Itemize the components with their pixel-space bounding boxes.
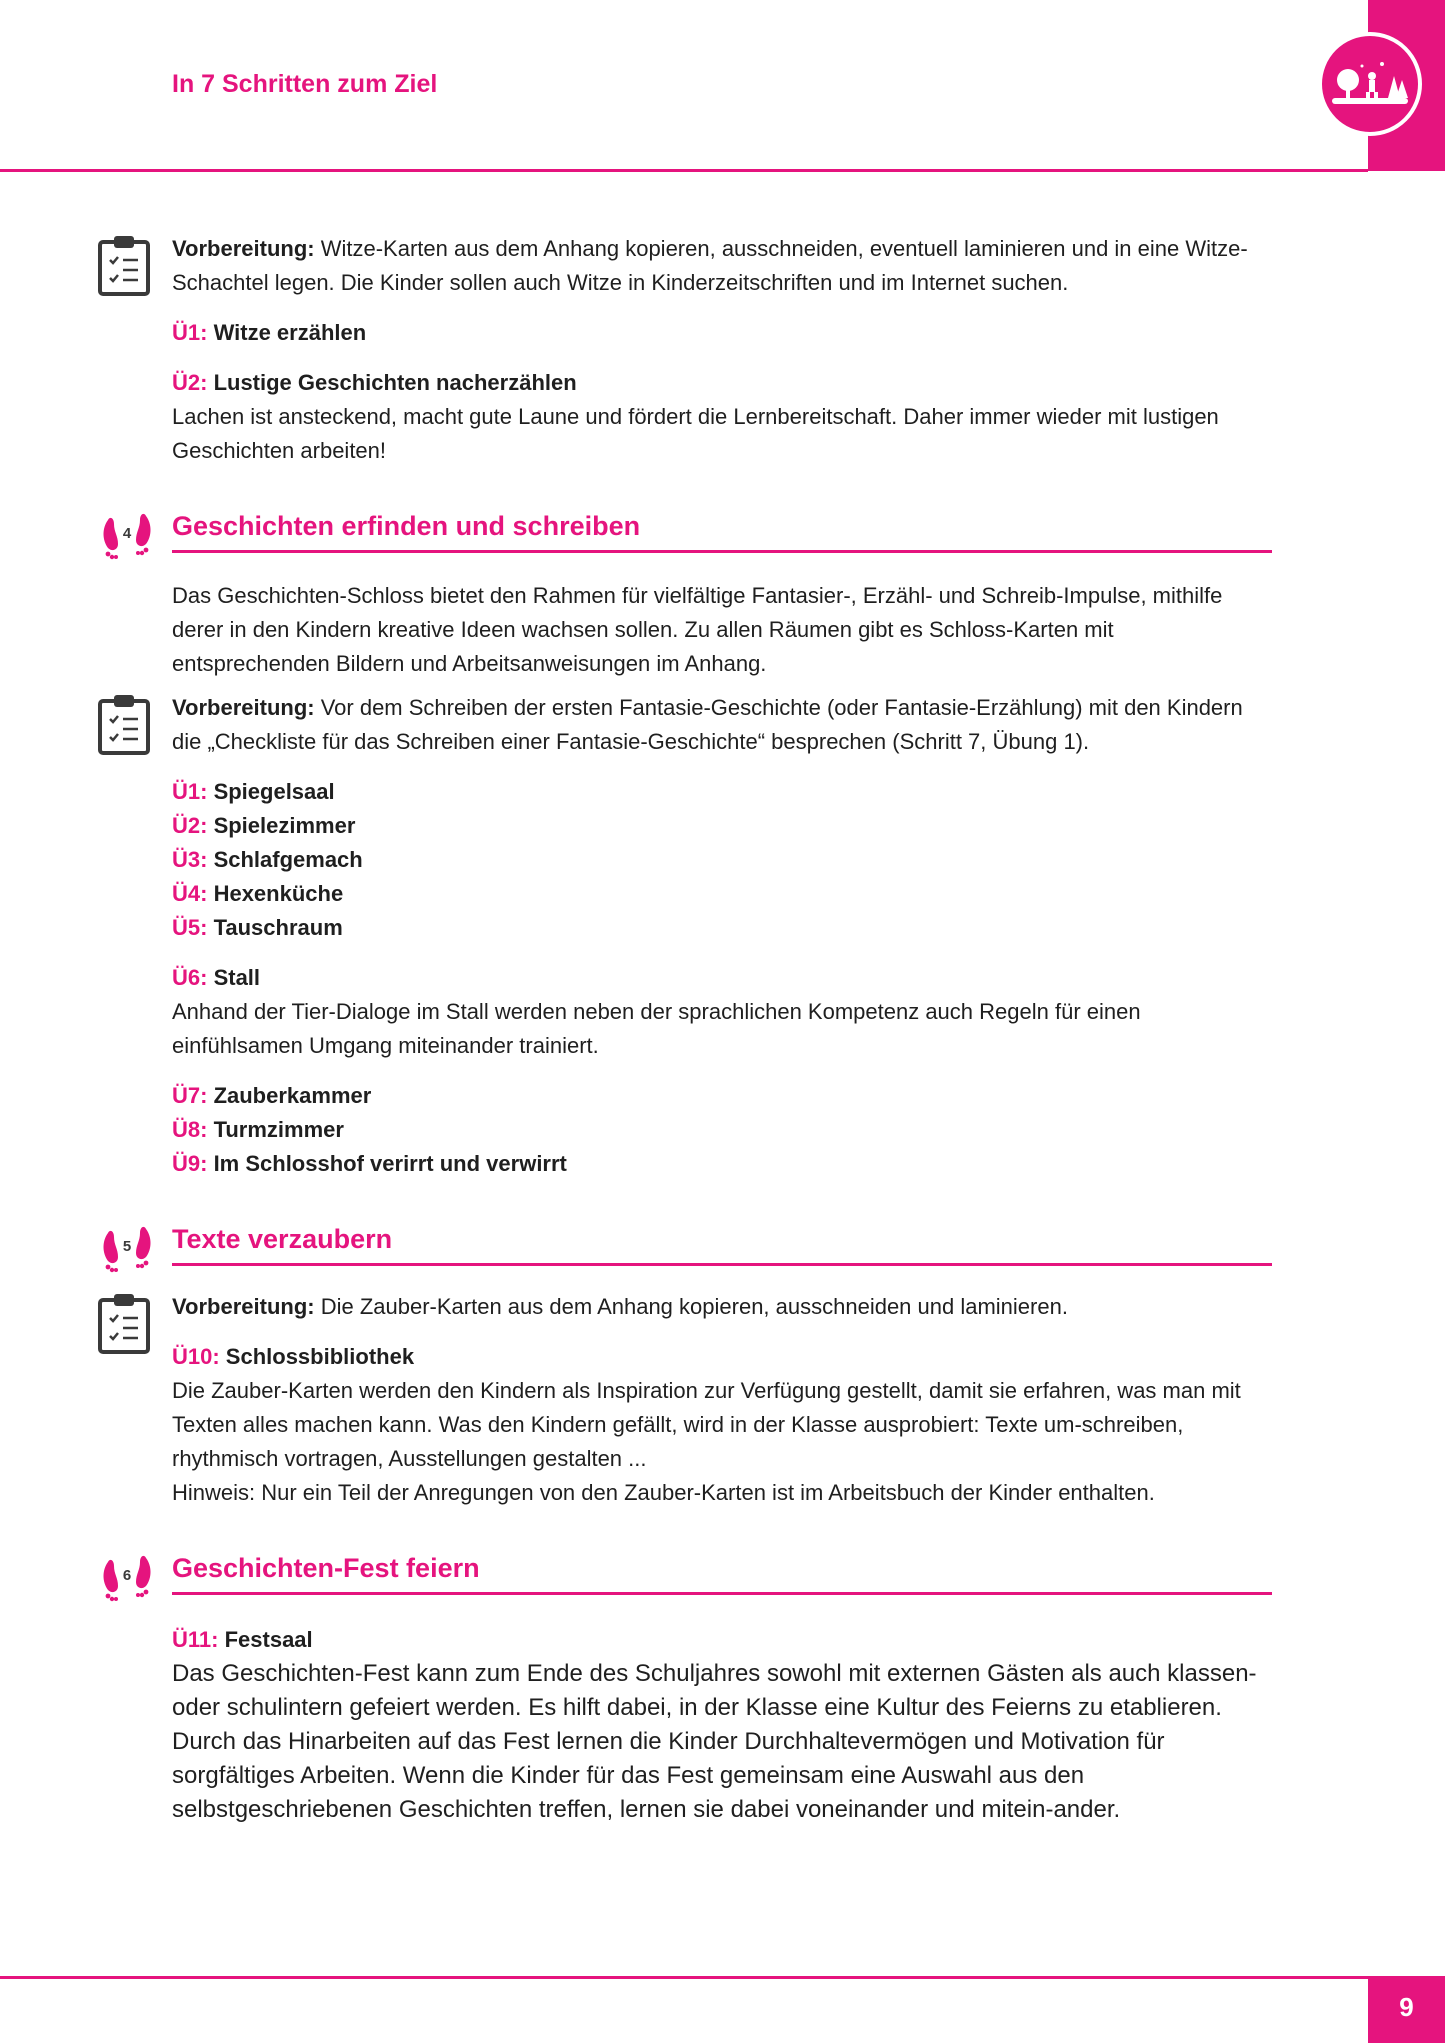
exercise-title: Schlossbibliothek <box>219 1344 415 1369</box>
exercise-title: Schlafgemach <box>207 847 363 872</box>
preparation-body: Witze-Karten aus dem Anhang kopieren, ausschneiden, eventuell laminieren und in eine Witze-Schachtel legen. Die Kinder sollen auch Witze in Kinderzeitschriften und im Internet suchen. <box>172 236 1248 295</box>
preparation-block <box>172 232 1272 300</box>
hint-text: Hinweis: Nur ein Teil der Anregungen von den Zauber-Karten ist im Arbeitsbuch der Kinder enthalten. <box>172 1480 1155 1505</box>
preparation-text <box>172 691 1272 759</box>
exercise-label: Ü10: <box>172 1344 220 1369</box>
preparation-label: Vorbereitung: <box>172 1294 315 1319</box>
exercise-title: Stall <box>207 965 261 990</box>
step-number: 4 <box>122 525 132 542</box>
exercise-description: Anhand der Tier-Dialoge im Stall werden neben der sprachlichen Kompetenz auch Regeln für einen einfühlsamen Umgang miteinander trainiert. <box>172 999 1141 1058</box>
header-rule <box>0 169 1368 172</box>
exercise-item <box>172 877 1272 911</box>
exercise-label: Ü2: <box>172 813 208 838</box>
footprints-icon <box>100 510 154 562</box>
section-title: Geschichten erfinden und schreiben <box>172 506 1272 553</box>
preparation-body: Vor dem Schreiben der ersten Fantasie-Geschichte (oder Fantasie-Erzählung) mit den Kindern die „Checkliste für das Schreiben einer Fantasie-Geschichte“ besprechen (Schritt 7, Übung 1). <box>172 695 1243 754</box>
footprints-icon <box>100 1552 154 1604</box>
exercise-label: Ü1: <box>172 779 208 804</box>
section-step-6 <box>122 1548 1272 1595</box>
section-step-4 <box>122 506 1272 553</box>
exercise-title: Hexenküche <box>207 881 344 906</box>
main-content <box>122 232 1272 1827</box>
exercise-label: Ü2: <box>172 370 208 395</box>
preparation-text <box>172 232 1272 300</box>
preparation-label: Vorbereitung: <box>172 236 315 261</box>
preparation-block <box>172 691 1272 759</box>
exercise-u6 <box>172 961 1272 995</box>
preparation-body: Die Zauber-Karten aus dem Anhang kopieren, ausschneiden und laminieren. <box>314 1294 1068 1319</box>
castle-landscape-logo-icon <box>1318 32 1422 136</box>
exercise-item <box>172 1113 1272 1147</box>
clipboard-checklist-icon <box>98 1292 150 1354</box>
footer-rule <box>0 1976 1368 1979</box>
exercise-u2 <box>172 366 1272 400</box>
exercise-description: Das Geschichten-Fest kann zum Ende des Schuljahres sowohl mit externen Gästen als auch klassen- oder schulintern gefeiert werden. Es hilft dabei, in der Klasse eine Kultur des Feierns zu etablieren. Durch das Hinarbeiten auf das Fest lernen die Kinder Durchhaltevermögen und Motivation für sorgfältiges Arbeiten. Wenn die Kinder für das Fest gemeinsam eine Auswahl aus den selbstgeschriebenen Geschichten treffen, lernen sie dabei voneinander und mitein-ander. <box>172 1660 1257 1823</box>
section-intro: Das Geschichten-Schloss bietet den Rahmen für vielfältige Fantasier-, Erzähl- und Schreib-Impulse, mithilfe derer in den Kindern kreative Ideen wachsen sollen. Zu allen Räumen gibt es Schloss-Karten mit entsprechenden Bildern und Arbeitsanweisungen im Anhang. <box>172 583 1223 676</box>
exercise-title: Zauberkammer <box>207 1083 372 1108</box>
exercise-title: Festsaal <box>218 1627 313 1652</box>
page-number: 9 <box>1399 1992 1414 2022</box>
exercise-item <box>172 911 1272 945</box>
exercise-title: Witze erzählen <box>207 320 367 345</box>
section-step-5 <box>122 1219 1272 1266</box>
exercise-label: Ü3: <box>172 847 208 872</box>
exercise-item <box>172 843 1272 877</box>
exercise-label: Ü11: <box>172 1627 219 1652</box>
step-number: 6 <box>122 1567 132 1584</box>
step-number: 5 <box>122 1238 132 1255</box>
exercise-title: Turmzimmer <box>207 1117 344 1142</box>
exercise-u11 <box>172 1623 1272 1657</box>
exercise-label: Ü1: <box>172 320 208 345</box>
exercise-title: Spiegelsaal <box>207 779 335 804</box>
exercise-title: Im Schlosshof verirrt und verwirrt <box>207 1151 567 1176</box>
exercise-u1 <box>172 316 1272 350</box>
exercise-item <box>172 1079 1272 1113</box>
preparation-label: Vorbereitung: <box>172 695 315 720</box>
footprints-icon <box>100 1223 154 1275</box>
exercise-label: Ü4: <box>172 881 208 906</box>
exercise-title: Tauschraum <box>207 915 343 940</box>
exercise-label: Ü7: <box>172 1083 208 1108</box>
exercise-label: Ü8: <box>172 1117 208 1142</box>
exercise-item <box>172 1147 1272 1181</box>
preparation-block <box>172 1290 1272 1324</box>
exercise-label: Ü9: <box>172 1151 208 1176</box>
exercise-label: Ü6: <box>172 965 208 990</box>
exercise-title: Lustige Geschichten nacherzählen <box>207 370 577 395</box>
clipboard-checklist-icon <box>98 693 150 755</box>
preparation-text <box>172 1290 1272 1324</box>
exercise-title: Spielezimmer <box>207 813 356 838</box>
clipboard-checklist-icon <box>98 234 150 296</box>
exercise-label: Ü5: <box>172 915 208 940</box>
exercise-item <box>172 809 1272 843</box>
exercise-item <box>172 775 1272 809</box>
page-header <box>0 0 1368 170</box>
header-title: In 7 Schritten zum Ziel <box>172 70 438 98</box>
exercise-description: Lachen ist ansteckend, macht gute Laune und fördert die Lernbereitschaft. Daher immer wieder mit lustigen Geschichten arbeiten! <box>172 404 1219 463</box>
exercise-list-b <box>172 1079 1272 1181</box>
section-title: Geschichten-Fest feiern <box>172 1548 1272 1595</box>
exercise-list-a <box>172 775 1272 945</box>
section-title: Texte verzaubern <box>172 1219 1272 1266</box>
exercise-description: Die Zauber-Karten werden den Kindern als Inspiration zur Verfügung gestellt, damit sie erfahren, was man mit Texten alles machen kann. Was den Kindern gefällt, wird in der Klasse ausprobiert: Texte um-schreiben, rhythmisch vortragen, Ausstellungen gestalten ... <box>172 1378 1241 1471</box>
exercise-u10 <box>172 1340 1272 1374</box>
